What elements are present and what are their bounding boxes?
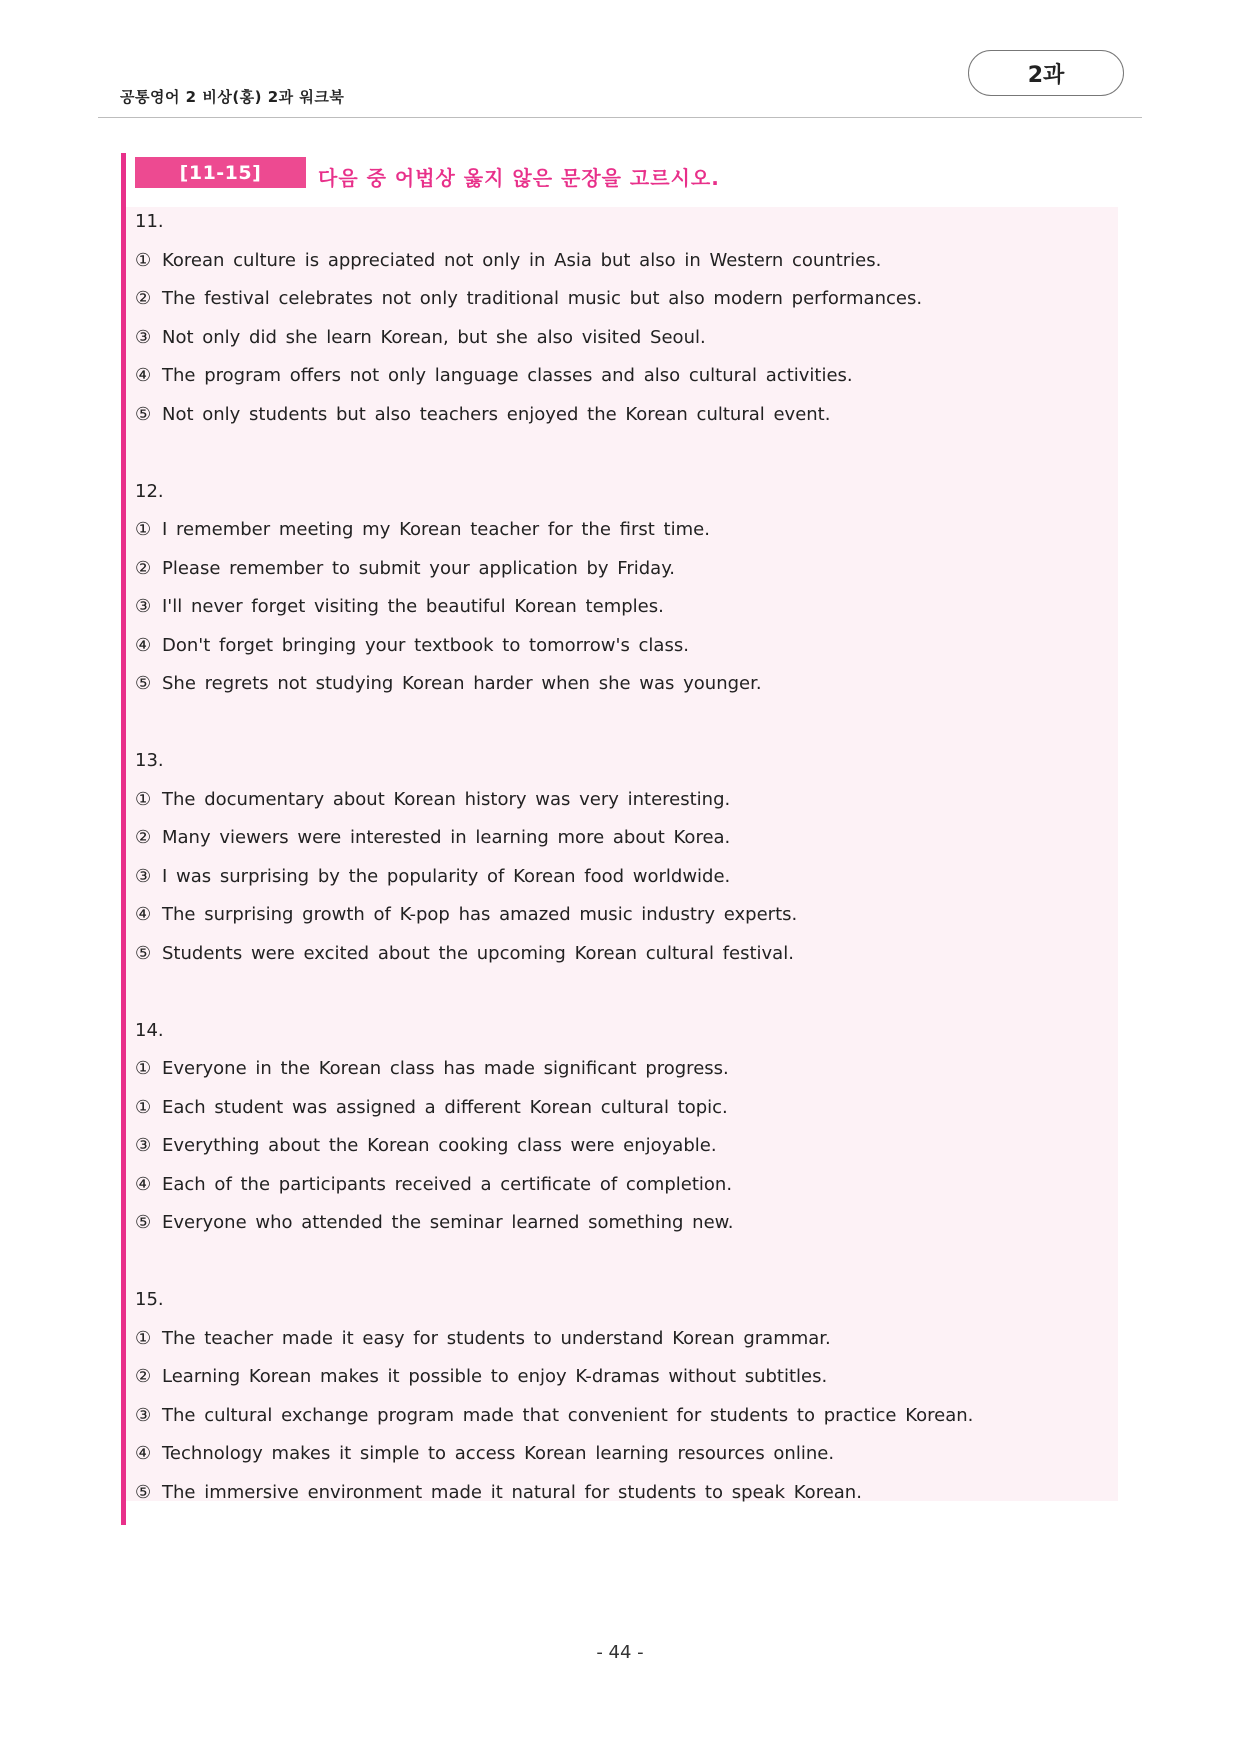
option-text: Each student was assigned a different Korean cultural topic. xyxy=(162,1096,728,1118)
option-marker: ② xyxy=(135,827,152,848)
option-marker: ④ xyxy=(135,365,152,386)
questions-list xyxy=(135,203,1115,1551)
answer-option xyxy=(135,1358,1115,1397)
option-marker: ③ xyxy=(135,326,152,348)
option-marker: ⑤ xyxy=(135,403,152,425)
option-text: I remember meeting my Korean teacher for the first time. xyxy=(162,519,710,540)
header-title: 공통영어 2 비상(홍) 2과 워크북 xyxy=(120,88,345,106)
question-11 xyxy=(135,203,1115,434)
question-number: 14. xyxy=(135,1019,164,1041)
option-text: Technology makes it simple to access Korean learning resources online. xyxy=(162,1443,835,1464)
option-text: Each of the participants received a certificate of completion. xyxy=(162,1173,733,1195)
answer-option xyxy=(135,858,1115,897)
option-text: Students were excited about the upcoming Korean cultural festival. xyxy=(162,942,794,964)
option-text: Everyone who attended the seminar learned something new. xyxy=(162,1212,734,1233)
option-text: I'll never forget visiting the beautiful Korean temples. xyxy=(162,596,664,617)
answer-option xyxy=(135,357,1115,396)
answer-option xyxy=(135,781,1115,820)
answer-option xyxy=(135,1089,1115,1128)
question-13 xyxy=(135,742,1115,973)
option-marker: ⑤ xyxy=(135,1212,152,1233)
option-marker: ⑤ xyxy=(135,1481,152,1503)
answer-option xyxy=(135,1320,1115,1359)
option-marker: ① xyxy=(135,249,152,271)
option-marker: ③ xyxy=(135,1404,152,1426)
option-text: The immersive environment made it natural for students to speak Korean. xyxy=(162,1481,862,1503)
page-number: - 44 - xyxy=(596,1642,644,1663)
option-text: Please remember to submit your application by Friday. xyxy=(162,557,676,579)
option-text: The program offers not only language classes and also cultural activities. xyxy=(162,365,853,386)
option-marker: ① xyxy=(135,1327,152,1349)
answer-option xyxy=(135,511,1115,550)
question-number: 12. xyxy=(135,480,164,502)
header-divider xyxy=(98,117,1142,118)
question-range-badge: [11-15] xyxy=(135,157,306,188)
question-number: 13. xyxy=(135,750,164,771)
answer-option xyxy=(135,935,1115,974)
chapter-badge: 2과 xyxy=(968,50,1124,96)
option-marker: ④ xyxy=(135,904,152,925)
answer-option xyxy=(135,319,1115,358)
option-text: Everything about the Korean cooking class were enjoyable. xyxy=(162,1135,717,1156)
answer-option xyxy=(135,819,1115,858)
question-number: 11. xyxy=(135,211,164,232)
option-text: Not only students but also teachers enjoyed the Korean cultural event. xyxy=(162,403,831,425)
option-text: She regrets not studying Korean harder when she was younger. xyxy=(162,673,762,694)
question-12 xyxy=(135,473,1115,704)
answer-option xyxy=(135,1166,1115,1205)
answer-option xyxy=(135,1127,1115,1166)
option-marker: ③ xyxy=(135,1135,152,1156)
answer-option xyxy=(135,665,1115,704)
section-instruction: 다음 중 어법상 옳지 않은 문장을 고르시오. xyxy=(318,166,720,190)
option-marker: ① xyxy=(135,1058,152,1079)
answer-option xyxy=(135,242,1115,281)
option-marker: ② xyxy=(135,557,152,579)
option-text: Don't forget bringing your textbook to tomorrow's class. xyxy=(162,634,689,656)
question-number: 15. xyxy=(135,1289,164,1310)
option-text: Many viewers were interested in learning more about Korea. xyxy=(162,827,731,848)
option-text: Learning Korean makes it possible to enjoy K-dramas without subtitles. xyxy=(162,1366,828,1387)
answer-option xyxy=(135,627,1115,666)
answer-option xyxy=(135,396,1115,435)
option-text: The cultural exchange program made that convenient for students to practice Korean. xyxy=(162,1404,974,1426)
option-text: Everyone in the Korean class has made significant progress. xyxy=(162,1058,729,1079)
option-marker: ④ xyxy=(135,1173,152,1195)
answer-option xyxy=(135,1474,1115,1513)
option-text: Not only did she learn Korean, but she also visited Seoul. xyxy=(162,326,706,348)
option-marker: ③ xyxy=(135,865,152,887)
option-text: The teacher made it easy for students to understand Korean grammar. xyxy=(162,1327,831,1349)
answer-option xyxy=(135,1397,1115,1436)
option-marker: ⑤ xyxy=(135,673,152,694)
option-text: The surprising growth of K-pop has amazed music industry experts. xyxy=(162,904,798,925)
option-marker: ① xyxy=(135,788,152,810)
answer-option xyxy=(135,1435,1115,1474)
option-marker: ⑤ xyxy=(135,942,152,964)
option-marker: ④ xyxy=(135,1443,152,1464)
option-text: The festival celebrates not only traditional music but also modern performances. xyxy=(162,288,923,309)
question-15 xyxy=(135,1281,1115,1512)
answer-option xyxy=(135,1204,1115,1243)
option-marker: ② xyxy=(135,288,152,309)
option-marker: ① xyxy=(135,519,152,540)
answer-option xyxy=(135,588,1115,627)
option-marker: ④ xyxy=(135,634,152,656)
option-marker: ③ xyxy=(135,596,152,617)
option-text: I was surprising by the popularity of Korean food worldwide. xyxy=(162,865,731,887)
option-text: Korean culture is appreciated not only in Asia but also in Western countries. xyxy=(162,249,882,271)
option-text: The documentary about Korean history was very interesting. xyxy=(162,788,731,810)
answer-option xyxy=(135,280,1115,319)
answer-option xyxy=(135,550,1115,589)
option-marker: ② xyxy=(135,1366,152,1387)
answer-option xyxy=(135,1050,1115,1089)
question-14 xyxy=(135,1012,1115,1243)
answer-option xyxy=(135,896,1115,935)
option-marker: ① xyxy=(135,1096,152,1118)
